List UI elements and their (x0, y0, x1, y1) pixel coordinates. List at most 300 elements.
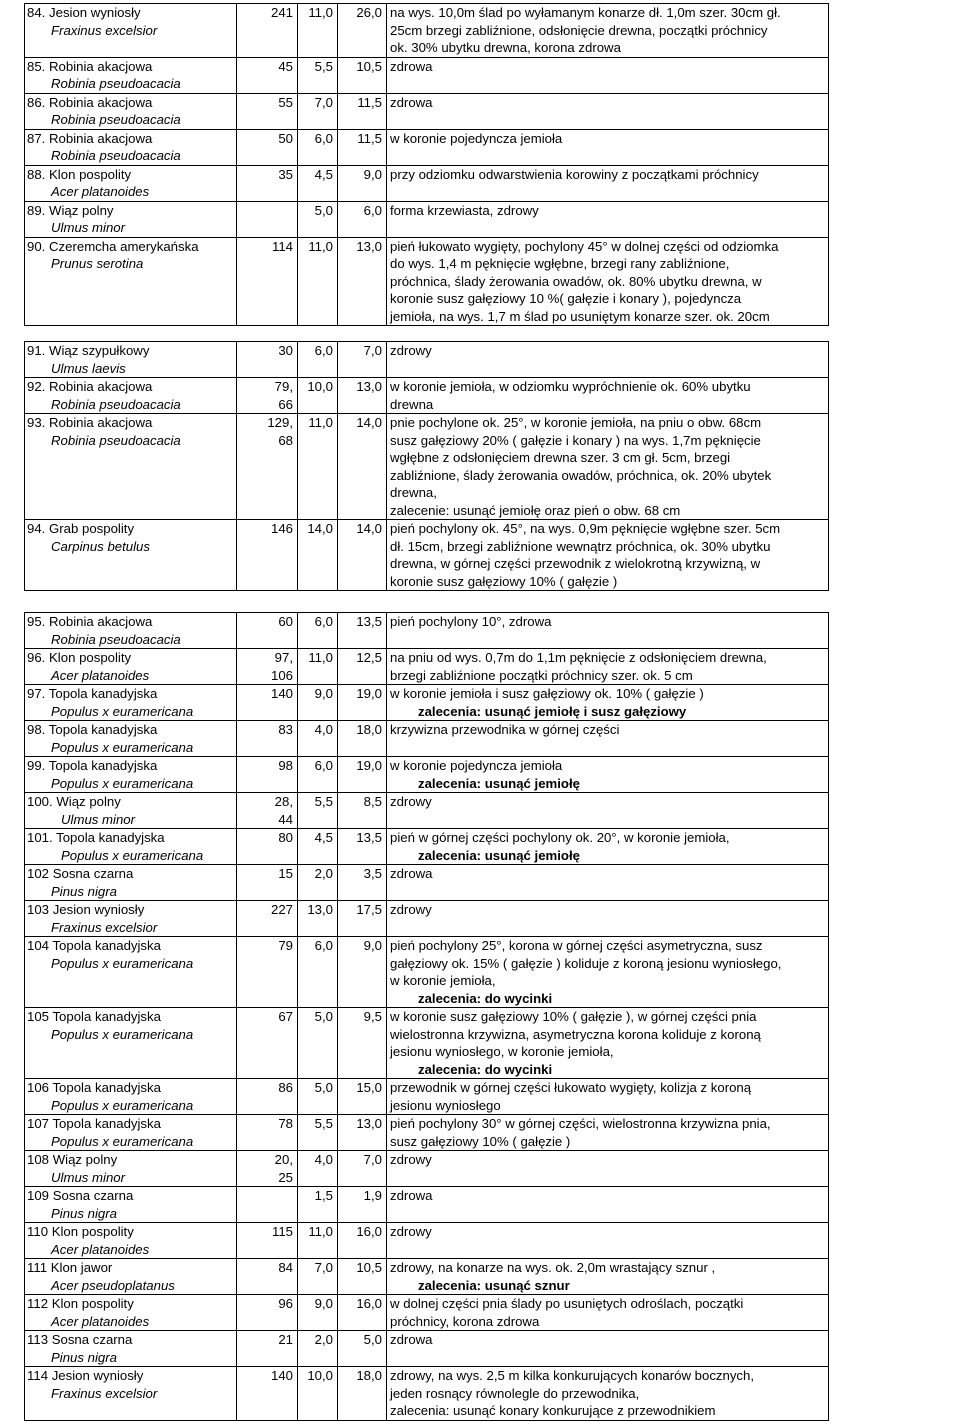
crown-diameter-cell: 1,9 (338, 1187, 387, 1223)
tree-species-latin: Ulmus minor (61, 811, 136, 827)
crown-diameter-cell: 12,5 (338, 649, 387, 685)
recommendation-line: zalecenia: usunąć jemiołę (418, 775, 580, 791)
table-row (25, 414, 829, 520)
description-line: zdrowa (390, 1188, 433, 1203)
condition-description-cell (387, 793, 829, 829)
trunk-circumference-value: 68 (278, 432, 293, 448)
crown-diameter-cell: 18,0 (338, 1367, 387, 1421)
tree-species-polish: Robinia akacjowa (49, 94, 153, 110)
description-line: zdrowa (390, 1332, 433, 1347)
tree-species-polish: Robinia akacjowa (49, 415, 153, 430)
tree-number: 88. (27, 166, 46, 182)
tree-name-cell (25, 1295, 237, 1331)
tree-number: 105 (27, 1009, 50, 1024)
table-row (25, 901, 829, 937)
condition-description-cell (387, 165, 829, 201)
table-row (25, 57, 829, 93)
tree-species-polish: Wiąz polny (52, 1152, 118, 1167)
tree-species-polish: Wiąz szypułkowy (49, 343, 150, 358)
description-line: w koronie jemioła, w odziomku wypróchnienie ok. 60% ubytku (390, 379, 751, 394)
table-row (25, 378, 829, 414)
tree-species-latin: Pinus nigra (51, 1205, 117, 1221)
condition-description-cell (387, 129, 829, 165)
tree-name-cell (25, 1259, 237, 1295)
tree-species-polish: Topola kanadyjska (48, 722, 158, 737)
tree-name-cell (25, 520, 237, 591)
height-cell: 2,0 (298, 865, 338, 901)
table-row (25, 865, 829, 901)
tree-name-cell (25, 4, 237, 58)
description-line: koronie susz gałęziowy 10 %( gałęzie i konary ), pojedyncza (390, 291, 742, 306)
trunk-circumference-value: 115 (271, 1224, 293, 1239)
tree-number: 93. (27, 415, 46, 430)
height-cell: 6,0 (298, 129, 338, 165)
tree-number: 85. (27, 58, 46, 74)
tree-table-2 (24, 341, 829, 591)
tree-species-latin: Populus x euramericana (51, 955, 194, 971)
condition-description-cell (387, 1151, 829, 1187)
description-line: drewna, (390, 485, 437, 500)
condition-description-cell (387, 685, 829, 721)
trunk-circumference-cell (237, 1367, 298, 1421)
trunk-circumference-cell (237, 201, 298, 237)
trunk-circumference-value: 55 (278, 94, 293, 110)
description-line: zdrowy (390, 343, 432, 358)
description-line: zdrowa (390, 58, 433, 74)
tree-number: 101. (27, 830, 53, 845)
table-row (25, 1295, 829, 1331)
crown-diameter-cell: 17,5 (338, 901, 387, 937)
crown-diameter-cell: 15,0 (338, 1079, 387, 1115)
tree-species-polish: Robinia akacjowa (49, 614, 153, 629)
description-line: pień łukowato wygięty, pochylony 45° w dolnej części od odziomka (390, 238, 779, 254)
trunk-circumference-cell (237, 57, 298, 93)
trunk-circumference-value: 67 (278, 1009, 293, 1024)
trunk-circumference-value: 50 (278, 130, 293, 146)
trunk-circumference-cell (237, 520, 298, 591)
description-line: pień pochylony ok. 45°, na wys. 0,9m pęknięcie wgłębne szer. 5cm (390, 521, 781, 536)
description-line: zdrowy (390, 794, 432, 809)
height-cell: 4,0 (298, 721, 338, 757)
tree-number: 91. (27, 343, 46, 358)
tree-number: 99. (27, 758, 46, 773)
description-line: przewodnik w górnej części łukowato wygięty, kolizja z koroną (390, 1080, 752, 1095)
tree-number: 112 (27, 1296, 49, 1311)
tree-name-cell (25, 237, 237, 326)
trunk-circumference-value: 30 (278, 343, 293, 358)
tree-table-3 (24, 612, 829, 1421)
tree-name-cell (25, 793, 237, 829)
description-line: w koronie pojedyncza jemioła (390, 758, 563, 773)
table-body (25, 4, 829, 326)
height-cell: 4,5 (298, 165, 338, 201)
crown-diameter-cell: 6,0 (338, 201, 387, 237)
height-cell: 10,0 (298, 1367, 338, 1421)
tree-number: 103 (27, 902, 50, 917)
tree-species-polish: Topola kanadyjska (48, 686, 158, 701)
tree-species-polish: Robinia akacjowa (49, 379, 153, 394)
description-line: susz gałęziowy 10% ( gałęzie ) (390, 1133, 571, 1149)
description-line: na pniu od wys. 0,7m do 1,1m pęknięcie z odsłonięciem drewna, (390, 650, 767, 665)
trunk-circumference-cell (237, 1151, 298, 1187)
recommendation-line: zalecenia: usunąć jemiołę (418, 847, 580, 863)
trunk-circumference-value: 78 (278, 1116, 293, 1131)
trunk-circumference-cell (237, 1331, 298, 1367)
tree-species-polish: Klon pospolity (49, 166, 132, 182)
table-row (25, 685, 829, 721)
tree-species-polish: Jesion wyniosły (49, 5, 141, 20)
table-row (25, 1151, 829, 1187)
condition-description-cell (387, 829, 829, 865)
description-line: zabliźnione, ślady żerowania owadów, próchnica, ok. 20% ubytek (390, 467, 772, 483)
trunk-circumference-cell (237, 165, 298, 201)
height-cell: 9,0 (298, 1295, 338, 1331)
condition-description-cell (387, 649, 829, 685)
description-line: jemioła, na wys. 1,7 m ślad po usuniętym konarze szer. ok. 20cm (390, 308, 770, 324)
table-row (25, 1115, 829, 1151)
table-row (25, 520, 829, 591)
tree-name-cell (25, 721, 237, 757)
table-row (25, 93, 829, 129)
tree-species-latin: Acer platanoides (51, 1241, 150, 1257)
recommendation-line: zalecenia: usunąć sznur (418, 1277, 570, 1293)
tree-number: 113 (27, 1332, 49, 1347)
tree-number: 84. (27, 5, 46, 20)
tree-name-cell (25, 1079, 237, 1115)
description-line: zdrowy, na konarze na wys. ok. 2,0m wrastający sznur , (390, 1260, 716, 1275)
tree-species-latin: Robinia pseudoacacia (51, 76, 181, 91)
trunk-circumference-value: 20, (274, 1152, 293, 1167)
tree-number: 111 (27, 1260, 48, 1275)
height-cell: 5,0 (298, 1079, 338, 1115)
tree-species-polish: Topola kanadyjska (48, 758, 158, 773)
tree-species-polish: Grab pospolity (49, 521, 135, 536)
tree-species-latin: Acer platanoides (51, 184, 150, 199)
condition-description-cell (387, 1331, 829, 1367)
tree-number: 96. (27, 650, 46, 665)
description-line: zdrowa (390, 94, 433, 110)
trunk-circumference-cell (237, 793, 298, 829)
tree-name-cell (25, 1115, 237, 1151)
trunk-circumference-cell (237, 4, 298, 58)
condition-description-cell (387, 1115, 829, 1151)
tree-name-cell (25, 342, 237, 378)
tree-species-latin: Ulmus minor (51, 220, 126, 235)
crown-diameter-cell: 9,0 (338, 937, 387, 1008)
height-cell: 5,0 (298, 201, 338, 237)
tree-species-latin: Populus x euramericana (51, 1133, 194, 1149)
tree-name-cell (25, 1151, 237, 1187)
trunk-circumference-cell (237, 937, 298, 1008)
tree-name-cell (25, 757, 237, 793)
tree-name-cell (25, 865, 237, 901)
tree-name-cell (25, 937, 237, 1008)
trunk-circumference-cell (237, 649, 298, 685)
trunk-circumference-value: 83 (278, 722, 293, 737)
condition-description-cell (387, 57, 829, 93)
condition-description-cell (387, 1079, 829, 1115)
condition-description-cell (387, 4, 829, 58)
tree-species-polish: Sosna czarna (52, 1188, 134, 1203)
trunk-circumference-cell (237, 1223, 298, 1259)
trunk-circumference-value: 86 (278, 1080, 293, 1095)
condition-description-cell (387, 1367, 829, 1421)
description-line: zalecenia: usunąć konary konkurujące z przewodnikiem (390, 1403, 716, 1418)
description-line: gałęziowy ok. 15% ( gałęzie ) koliduje z koroną jesionu wyniosłego, (390, 955, 782, 971)
tree-species-latin: Populus x euramericana (61, 847, 204, 863)
table-row (25, 201, 829, 237)
trunk-circumference-cell (237, 237, 298, 326)
description-line: susz gałęziowy 20% ( gałęzie i konary ) na wys. 1,7m pęknięcie (390, 432, 761, 448)
tree-species-latin: Populus x euramericana (51, 739, 194, 755)
description-line: ok. 30% ubytku drewna, korona zdrowa (390, 40, 621, 55)
description-line: pień w górnej części pochylony ok. 20°, w koronie jemioła, (390, 830, 730, 845)
crown-diameter-cell: 19,0 (338, 757, 387, 793)
description-line: zalecenie: usunąć jemiołę oraz pień o obw. 68 cm (390, 502, 681, 518)
description-line: jesionu wyniosłego, w koronie jemioła, (390, 1044, 614, 1059)
trunk-circumference-value: 80 (278, 830, 293, 845)
condition-description-cell (387, 721, 829, 757)
trunk-circumference-cell (237, 901, 298, 937)
trunk-circumference-cell (237, 685, 298, 721)
tree-number: 100. (27, 794, 53, 809)
tree-number: 109 (27, 1188, 50, 1203)
table-row (25, 342, 829, 378)
trunk-circumference-cell (237, 378, 298, 414)
crown-diameter-cell: 7,0 (338, 1151, 387, 1187)
height-cell: 14,0 (298, 520, 338, 591)
trunk-circumference-cell (237, 721, 298, 757)
table-row (25, 1008, 829, 1079)
trunk-circumference-cell (237, 414, 298, 520)
tree-species-latin: Carpinus betulus (51, 538, 150, 554)
tree-species-polish: Topola kanadyjska (52, 938, 161, 953)
tree-species-polish: Jesion wyniosły (52, 902, 145, 917)
description-line: forma krzewiasta, zdrowy (390, 202, 539, 218)
tree-number: 108 (27, 1152, 50, 1167)
condition-description-cell (387, 937, 829, 1008)
crown-diameter-cell: 7,0 (338, 342, 387, 378)
tree-name-cell (25, 165, 237, 201)
height-cell: 7,0 (298, 1259, 338, 1295)
tree-species-latin: Prunus serotina (51, 256, 144, 271)
trunk-circumference-value: 45 (278, 58, 293, 74)
height-cell: 4,0 (298, 1151, 338, 1187)
crown-diameter-cell: 13,5 (338, 613, 387, 649)
table-row (25, 1367, 829, 1421)
tree-number: 89. (27, 202, 46, 218)
height-cell: 6,0 (298, 613, 338, 649)
trunk-circumference-cell (237, 129, 298, 165)
trunk-circumference-value: 44 (278, 811, 293, 827)
crown-diameter-cell: 3,5 (338, 865, 387, 901)
height-cell: 6,0 (298, 937, 338, 1008)
trunk-circumference-value: 35 (278, 166, 293, 182)
description-line: do wys. 1,4 m pęknięcie wgłębne, brzegi rany zabliźnione, (390, 256, 730, 271)
trunk-circumference-cell (237, 1079, 298, 1115)
crown-diameter-cell: 13,0 (338, 378, 387, 414)
crown-diameter-cell: 9,5 (338, 1008, 387, 1079)
trunk-circumference-value: 114 (271, 238, 293, 254)
description-line: pień pochylony 25°, korona w górnej części asymetryczna, susz (390, 938, 763, 953)
tree-number: 107 (27, 1116, 50, 1131)
tree-number: 110 (27, 1224, 49, 1239)
table-row (25, 1187, 829, 1223)
condition-description-cell (387, 1223, 829, 1259)
tree-number: 94. (27, 521, 46, 536)
tree-number: 104 (27, 938, 50, 953)
tree-species-latin: Fraxinus excelsior (51, 1385, 158, 1401)
condition-description-cell (387, 342, 829, 378)
condition-description-cell (387, 901, 829, 937)
height-cell: 13,0 (298, 901, 338, 937)
crown-diameter-cell: 13,5 (338, 829, 387, 865)
tree-name-cell (25, 1187, 237, 1223)
tree-number: 98. (27, 722, 46, 737)
description-line: pień pochylony 10°, zdrowa (390, 614, 552, 629)
tree-name-cell (25, 613, 237, 649)
tree-number: 86. (27, 94, 46, 110)
table-row (25, 1259, 829, 1295)
trunk-circumference-value: 146 (270, 521, 293, 536)
height-cell: 6,0 (298, 757, 338, 793)
crown-diameter-cell: 19,0 (338, 685, 387, 721)
height-cell: 1,5 (298, 1187, 338, 1223)
height-cell: 11,0 (298, 414, 338, 520)
tree-name-cell (25, 649, 237, 685)
table-row (25, 721, 829, 757)
table-body (25, 342, 829, 591)
tree-species-latin: Acer platanoides (51, 1313, 150, 1329)
trunk-circumference-value: 97, (274, 650, 293, 665)
description-line: przy odziomku odwarstwienia korowiny z początkami próchnicy (390, 166, 759, 182)
trunk-circumference-cell (237, 1295, 298, 1331)
tree-number: 102 (27, 866, 50, 881)
description-line: zdrowy (390, 902, 432, 917)
condition-description-cell (387, 1008, 829, 1079)
description-line: w koronie jemioła i susz gałęziowy ok. 10% ( gałęzie ) (390, 686, 704, 701)
condition-description-cell (387, 237, 829, 326)
tree-name-cell (25, 129, 237, 165)
trunk-circumference-value: 15 (278, 866, 293, 881)
tree-species-latin: Robinia pseudoacacia (51, 148, 181, 163)
tree-name-cell (25, 901, 237, 937)
condition-description-cell (387, 757, 829, 793)
condition-description-cell (387, 865, 829, 901)
tree-name-cell (25, 829, 237, 865)
recommendation-line: zalecenia: usunąć jemiołę i susz gałęziowy (418, 703, 687, 719)
height-cell: 9,0 (298, 685, 338, 721)
tree-species-latin: Robinia pseudoacacia (51, 432, 181, 448)
table-row (25, 237, 829, 326)
description-line: w koronie jemioła, (390, 973, 496, 988)
trunk-circumference-cell (237, 1259, 298, 1295)
description-line: 25cm brzegi zabliźnione, odsłonięcie drewna, początki próchnicy (390, 22, 768, 38)
table-row (25, 937, 829, 1008)
height-cell: 2,0 (298, 1331, 338, 1367)
condition-description-cell (387, 1187, 829, 1223)
tree-species-polish: Topola kanadyjska (52, 1080, 161, 1095)
trunk-circumference-value: 79 (278, 938, 293, 953)
table-row (25, 1079, 829, 1115)
tree-name-cell (25, 1331, 237, 1367)
description-line: jeden rosnący równolegle do przewodnika, (390, 1385, 640, 1401)
tree-species-latin: Fraxinus excelsior (51, 22, 158, 38)
tree-table-1 (24, 3, 829, 326)
tree-name-cell (25, 201, 237, 237)
height-cell: 11,0 (298, 4, 338, 58)
tree-species-polish: Sosna czarna (51, 1332, 133, 1347)
height-cell: 5,5 (298, 793, 338, 829)
height-cell: 7,0 (298, 93, 338, 129)
trunk-circumference-value: 84 (278, 1260, 293, 1275)
description-line: jesionu wyniosłego (390, 1097, 501, 1113)
trunk-circumference-cell (237, 1187, 298, 1223)
tree-name-cell (25, 57, 237, 93)
tree-species-latin: Pinus nigra (51, 1349, 117, 1365)
condition-description-cell (387, 93, 829, 129)
table-row (25, 165, 829, 201)
tree-number: 90. (27, 238, 46, 254)
crown-diameter-cell: 11,5 (338, 93, 387, 129)
condition-description-cell (387, 520, 829, 591)
trunk-circumference-cell (237, 613, 298, 649)
tree-name-cell (25, 378, 237, 414)
trunk-circumference-cell (237, 829, 298, 865)
description-line: próchnica, ślady żerowania owadów, ok. 80% ubytku drewna, w (390, 273, 762, 289)
crown-diameter-cell: 11,5 (338, 129, 387, 165)
trunk-circumference-value: 28, (274, 794, 293, 809)
tree-species-latin: Pinus nigra (51, 883, 117, 899)
trunk-circumference-value: 25 (278, 1169, 293, 1185)
description-line: w dolnej części pnia ślady po usuniętych odroślach, początki (390, 1296, 744, 1311)
description-line: pnie pochylone ok. 25°, w koronie jemioła, na pniu o obw. 68cm (390, 415, 762, 430)
table-row (25, 1331, 829, 1367)
tree-species-polish: Robinia akacjowa (49, 58, 153, 74)
description-line: wielostronna krzywizna, asymetryczna korona koliduje z koroną (390, 1026, 761, 1042)
tree-species-latin: Populus x euramericana (51, 1097, 194, 1113)
tree-number: 92. (27, 379, 46, 394)
tree-number: 106 (27, 1080, 50, 1095)
tree-name-cell (25, 685, 237, 721)
table-body (25, 613, 829, 1421)
height-cell: 11,0 (298, 649, 338, 685)
tree-species-polish: Klon pospolity (49, 650, 132, 665)
description-line: drewna (390, 396, 434, 412)
trunk-circumference-value: 60 (278, 614, 293, 629)
description-line: pień pochylony 30° w górnej części, wielostronna krzywizna pnia, (390, 1116, 771, 1131)
crown-diameter-cell: 16,0 (338, 1223, 387, 1259)
table-row (25, 129, 829, 165)
height-cell: 5,5 (298, 1115, 338, 1151)
tree-species-polish: Topola kanadyjska (56, 830, 165, 845)
description-line: drewna, w górnej części przewodnik z wielokrotną krzywizną, w (390, 556, 761, 571)
tree-species-latin: Populus x euramericana (51, 1026, 194, 1042)
description-line: wgłębne z odsłonięciem drewna szer. 3 cm gł. 5cm, brzegi (390, 450, 731, 465)
tree-species-polish: Sosna czarna (52, 866, 134, 881)
tree-species-latin: Fraxinus excelsior (51, 919, 158, 935)
crown-diameter-cell: 14,0 (338, 414, 387, 520)
tree-species-polish: Robinia akacjowa (49, 130, 153, 146)
crown-diameter-cell: 13,0 (338, 1115, 387, 1151)
table-row (25, 829, 829, 865)
tree-species-latin: Populus x euramericana (51, 775, 194, 791)
condition-description-cell (387, 613, 829, 649)
crown-diameter-cell: 5,0 (338, 1331, 387, 1367)
description-line: brzegi zabliźnione początki próchnicy szer. ok. 5 cm (390, 667, 693, 683)
tree-species-latin: Robinia pseudoacacia (51, 396, 181, 412)
recommendation-line: zalecenia: do wycinki (418, 990, 553, 1006)
